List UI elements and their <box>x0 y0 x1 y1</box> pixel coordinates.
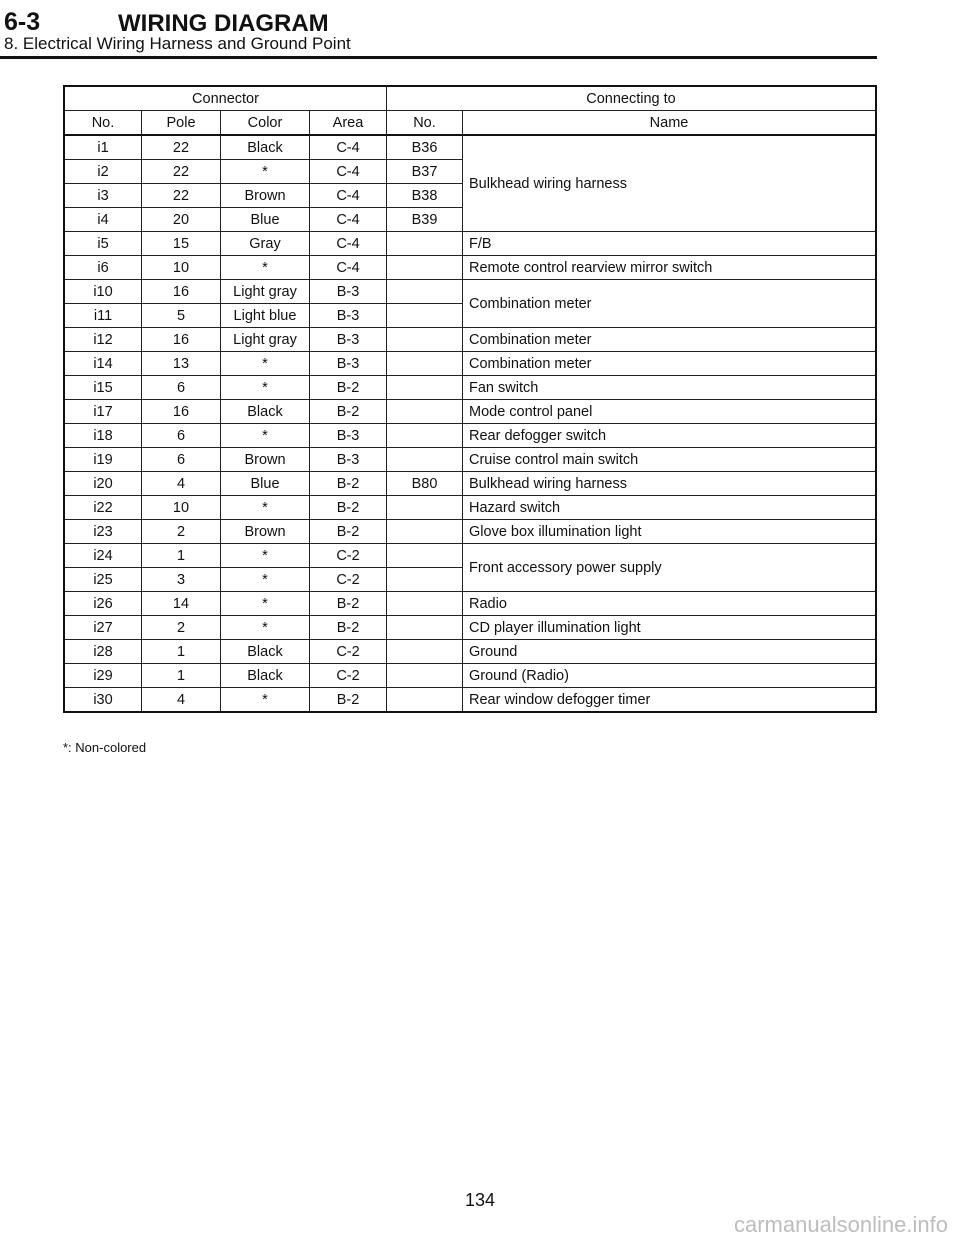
cell-to-no <box>387 256 463 280</box>
cell-no: i20 <box>64 472 142 496</box>
cell-color: Gray <box>221 232 310 256</box>
cell-name: Combination meter <box>463 352 877 376</box>
cell-no: i23 <box>64 520 142 544</box>
cell-pole: 5 <box>142 304 221 328</box>
cell-to-no <box>387 568 463 592</box>
cell-pole: 1 <box>142 640 221 664</box>
cell-to-no <box>387 448 463 472</box>
cell-color: Light gray <box>221 280 310 304</box>
cell-color: * <box>221 352 310 376</box>
cell-area: B-2 <box>310 472 387 496</box>
cell-color: * <box>221 568 310 592</box>
cell-to-no <box>387 664 463 688</box>
cell-color: * <box>221 496 310 520</box>
cell-to-no <box>387 640 463 664</box>
cell-to-no <box>387 352 463 376</box>
cell-no: i17 <box>64 400 142 424</box>
cell-area: B-2 <box>310 376 387 400</box>
cell-area: C-4 <box>310 232 387 256</box>
cell-area: B-2 <box>310 616 387 640</box>
page-title: WIRING DIAGRAM <box>118 10 329 37</box>
cell-color: Brown <box>221 448 310 472</box>
cell-pole: 1 <box>142 544 221 568</box>
table-row <box>64 640 876 664</box>
cell-name: Combination meter <box>463 328 877 352</box>
cell-name: Mode control panel <box>463 400 877 424</box>
cell-no: i10 <box>64 280 142 304</box>
cell-no: i1 <box>64 135 142 160</box>
cell-pole: 2 <box>142 616 221 640</box>
cell-no: i18 <box>64 424 142 448</box>
table-row <box>64 256 876 280</box>
cell-color: Brown <box>221 184 310 208</box>
cell-name: Rear defogger switch <box>463 424 877 448</box>
cell-pole: 6 <box>142 448 221 472</box>
cell-color: Black <box>221 664 310 688</box>
cell-to-no <box>387 592 463 616</box>
cell-area: B-2 <box>310 592 387 616</box>
cell-area: C-2 <box>310 544 387 568</box>
cell-no: i24 <box>64 544 142 568</box>
cell-area: B-3 <box>310 424 387 448</box>
cell-pole: 14 <box>142 592 221 616</box>
cell-name: Ground (Radio) <box>463 664 877 688</box>
cell-area: B-3 <box>310 280 387 304</box>
cell-pole: 20 <box>142 208 221 232</box>
cell-name: Bulkhead wiring harness <box>463 472 877 496</box>
table-row <box>64 520 876 544</box>
table-row <box>64 688 876 713</box>
table-row <box>64 352 876 376</box>
cell-to-no <box>387 328 463 352</box>
cell-area: C-2 <box>310 568 387 592</box>
cell-color: Brown <box>221 520 310 544</box>
cell-to-no <box>387 400 463 424</box>
cell-color: Light gray <box>221 328 310 352</box>
cell-no: i22 <box>64 496 142 520</box>
connector-table <box>63 85 877 713</box>
table-column-header-row <box>64 111 876 136</box>
cell-no: i12 <box>64 328 142 352</box>
cell-color: * <box>221 256 310 280</box>
cell-area: B-2 <box>310 496 387 520</box>
cell-pole: 16 <box>142 328 221 352</box>
table-row <box>64 424 876 448</box>
cell-to-no <box>387 496 463 520</box>
cell-area: C-4 <box>310 208 387 232</box>
cell-area: C-4 <box>310 184 387 208</box>
cell-area: C-2 <box>310 664 387 688</box>
cell-to-no: B37 <box>387 160 463 184</box>
cell-name: Fan switch <box>463 376 877 400</box>
page-header <box>0 6 880 56</box>
cell-pole: 2 <box>142 520 221 544</box>
cell-name: CD player illumination light <box>463 616 877 640</box>
footnote: *: Non-colored <box>63 740 147 755</box>
cell-area: B-3 <box>310 304 387 328</box>
cell-pole: 6 <box>142 424 221 448</box>
col-header-to-no: No. <box>387 111 463 136</box>
col-header-color: Color <box>221 111 310 136</box>
cell-to-no <box>387 520 463 544</box>
cell-to-no: B36 <box>387 135 463 160</box>
cell-pole: 4 <box>142 688 221 713</box>
cell-name: Glove box illumination light <box>463 520 877 544</box>
cell-color: Black <box>221 640 310 664</box>
cell-to-no: B38 <box>387 184 463 208</box>
cell-no: i3 <box>64 184 142 208</box>
cell-color: Black <box>221 400 310 424</box>
cell-no: i26 <box>64 592 142 616</box>
cell-area: B-2 <box>310 520 387 544</box>
cell-name: F/B <box>463 232 877 256</box>
cell-name-merged: Front accessory power supply <box>463 544 877 592</box>
table-row <box>64 328 876 352</box>
cell-color: * <box>221 544 310 568</box>
cell-pole: 10 <box>142 496 221 520</box>
cell-to-no: B80 <box>387 472 463 496</box>
cell-to-no <box>387 424 463 448</box>
cell-to-no <box>387 688 463 713</box>
cell-pole: 1 <box>142 664 221 688</box>
cell-pole: 10 <box>142 256 221 280</box>
cell-no: i27 <box>64 616 142 640</box>
table-row <box>64 376 876 400</box>
cell-no: i29 <box>64 664 142 688</box>
cell-name-merged: Bulkhead wiring harness <box>463 135 877 232</box>
cell-color: * <box>221 592 310 616</box>
table-row <box>64 472 876 496</box>
cell-no: i25 <box>64 568 142 592</box>
cell-no: i14 <box>64 352 142 376</box>
cell-color: * <box>221 376 310 400</box>
cell-pole: 13 <box>142 352 221 376</box>
cell-name-merged: Combination meter <box>463 280 877 328</box>
cell-no: i6 <box>64 256 142 280</box>
cell-area: C-4 <box>310 160 387 184</box>
table-row <box>64 544 876 568</box>
cell-no: i4 <box>64 208 142 232</box>
cell-no: i28 <box>64 640 142 664</box>
cell-color: * <box>221 688 310 713</box>
cell-area: C-2 <box>310 640 387 664</box>
section-number: 6-3 <box>4 8 41 36</box>
cell-color: * <box>221 616 310 640</box>
cell-to-no <box>387 544 463 568</box>
header-rule <box>0 56 877 59</box>
col-header-area: Area <box>310 111 387 136</box>
cell-name: Radio <box>463 592 877 616</box>
cell-color: Blue <box>221 208 310 232</box>
cell-area: C-4 <box>310 135 387 160</box>
cell-name: Cruise control main switch <box>463 448 877 472</box>
group-header-connector: Connector <box>64 86 387 111</box>
cell-area: B-2 <box>310 400 387 424</box>
cell-color: Light blue <box>221 304 310 328</box>
cell-name: Remote control rearview mirror switch <box>463 256 877 280</box>
table-row <box>64 496 876 520</box>
cell-area: B-3 <box>310 352 387 376</box>
cell-pole: 6 <box>142 376 221 400</box>
page-number: 134 <box>464 1190 496 1210</box>
cell-pole: 4 <box>142 472 221 496</box>
cell-area: B-3 <box>310 448 387 472</box>
cell-pole: 22 <box>142 135 221 160</box>
cell-pole: 3 <box>142 568 221 592</box>
table-row <box>64 592 876 616</box>
cell-name: Ground <box>463 640 877 664</box>
col-header-name: Name <box>463 111 877 136</box>
cell-no: i19 <box>64 448 142 472</box>
cell-area: B-3 <box>310 328 387 352</box>
table-row <box>64 616 876 640</box>
col-header-no: No. <box>64 111 142 136</box>
cell-color: * <box>221 424 310 448</box>
table-row <box>64 232 876 256</box>
cell-no: i30 <box>64 688 142 713</box>
cell-area: C-4 <box>310 256 387 280</box>
cell-pole: 22 <box>142 184 221 208</box>
table-row <box>64 280 876 304</box>
group-header-connecting-to: Connecting to <box>387 86 877 111</box>
cell-name: Rear window defogger timer <box>463 688 877 713</box>
col-header-pole: Pole <box>142 111 221 136</box>
cell-to-no <box>387 616 463 640</box>
cell-color: Blue <box>221 472 310 496</box>
cell-pole: 15 <box>142 232 221 256</box>
cell-no: i5 <box>64 232 142 256</box>
cell-pole: 16 <box>142 280 221 304</box>
cell-pole: 22 <box>142 160 221 184</box>
table-group-header-row <box>64 86 876 111</box>
cell-no: i15 <box>64 376 142 400</box>
table-row <box>64 448 876 472</box>
cell-to-no <box>387 280 463 304</box>
cell-to-no <box>387 376 463 400</box>
table-row <box>64 135 876 160</box>
cell-to-no <box>387 232 463 256</box>
cell-color: * <box>221 160 310 184</box>
table-row <box>64 664 876 688</box>
cell-pole: 16 <box>142 400 221 424</box>
cell-no: i11 <box>64 304 142 328</box>
page-subtitle: 8. Electrical Wiring Harness and Ground Point <box>4 34 351 53</box>
cell-area: B-2 <box>310 688 387 713</box>
cell-to-no <box>387 304 463 328</box>
cell-name: Hazard switch <box>463 496 877 520</box>
cell-to-no: B39 <box>387 208 463 232</box>
cell-color: Black <box>221 135 310 160</box>
cell-no: i2 <box>64 160 142 184</box>
table-row <box>64 400 876 424</box>
watermark: carmanualsonline.info <box>733 1212 948 1237</box>
